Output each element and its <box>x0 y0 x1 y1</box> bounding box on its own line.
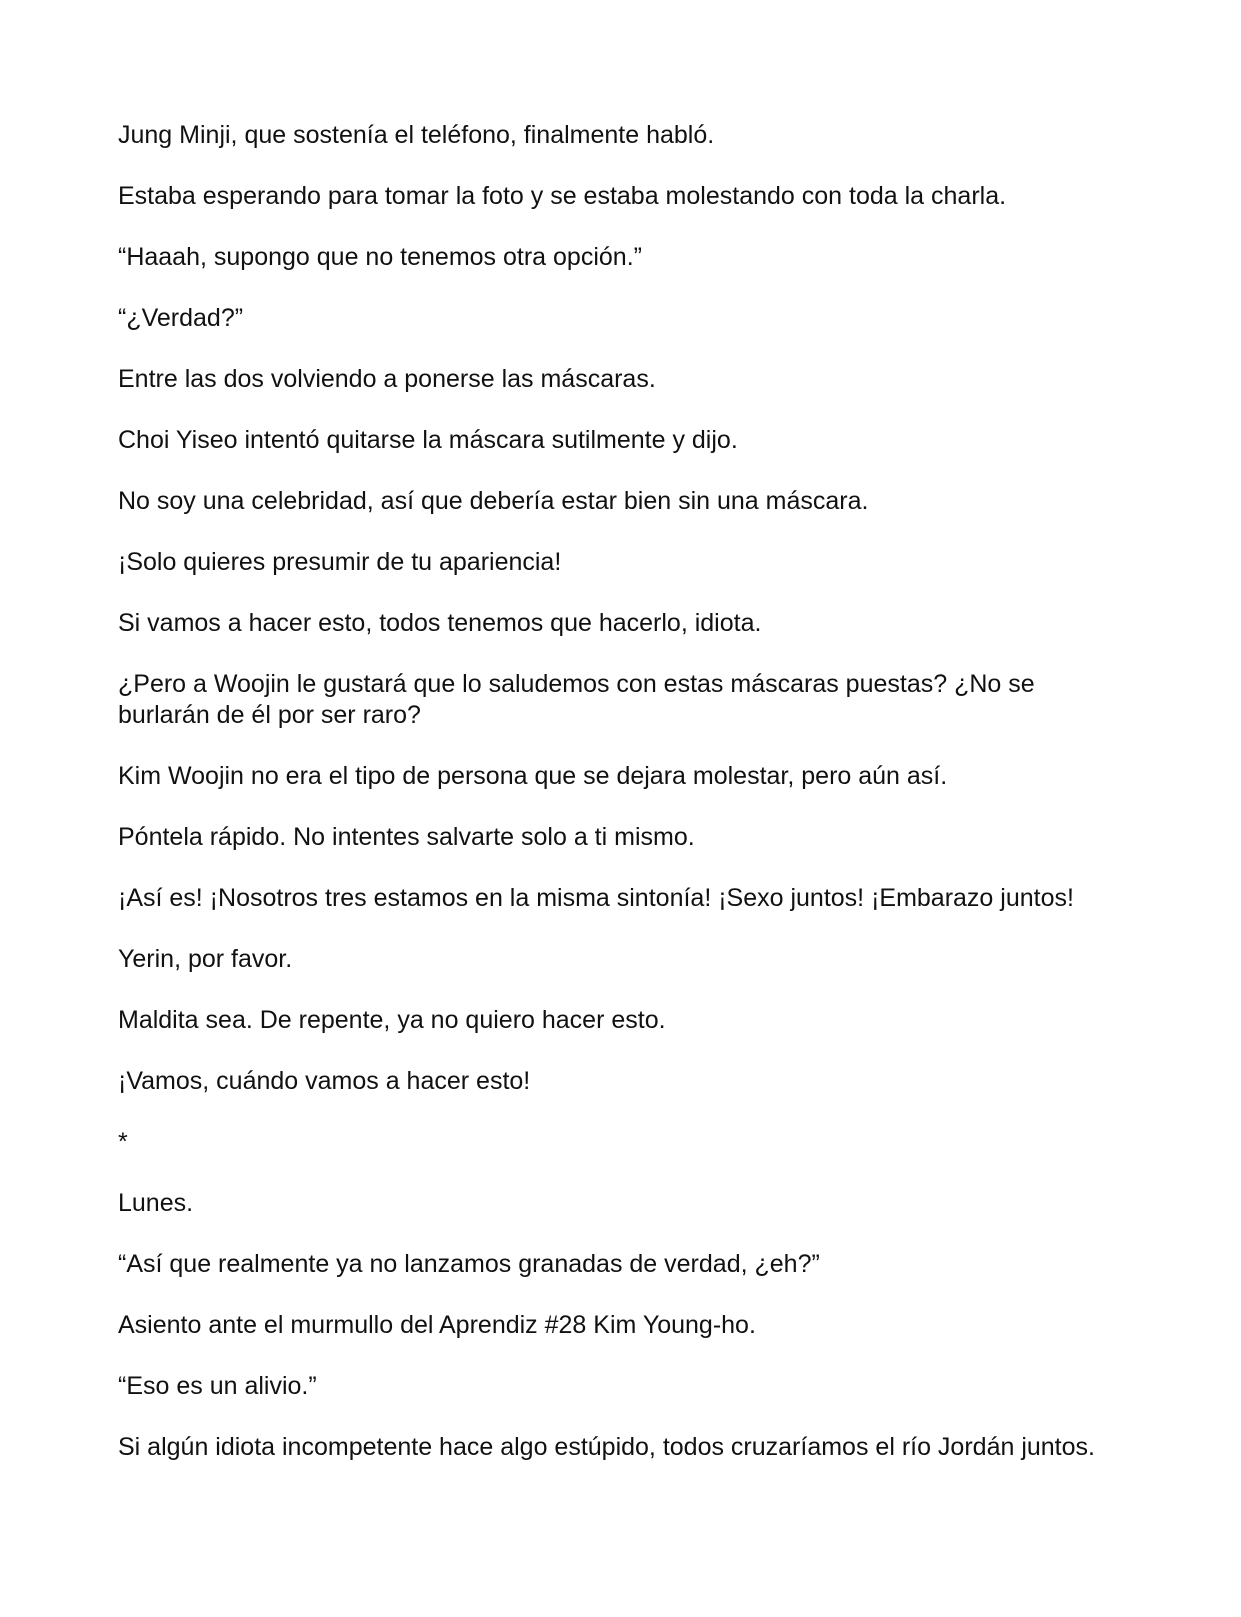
paragraph: Estaba esperando para tomar la foto y se estaba molestando con toda la charla. <box>118 182 1007 210</box>
paragraph: Si algún idiota incompetente hace algo estúpido, todos cruzaríamos el río Jordán juntos. <box>118 1433 1095 1461</box>
paragraph: Si vamos a hacer esto, todos tenemos que hacerlo, idiota. <box>118 609 762 637</box>
paragraph: “Así que realmente ya no lanzamos granadas de verdad, ¿eh?” <box>118 1250 820 1278</box>
paragraph: ¡Solo quieres presumir de tu apariencia! <box>118 548 562 576</box>
paragraph: ¿Pero a Woojin le gustará que lo saludemos con estas máscaras puestas? ¿No se burlarán de él por ser raro? <box>118 670 1035 729</box>
section-separator: * <box>118 1128 128 1156</box>
paragraph: Entre las dos volviendo a ponerse las máscaras. <box>118 365 656 393</box>
paragraph: “Eso es un alivio.” <box>118 1372 317 1400</box>
paragraph: ¡Vamos, cuándo vamos a hacer esto! <box>118 1067 531 1095</box>
paragraph: Kim Woojin no era el tipo de persona que se dejara molestar, pero aún así. <box>118 762 948 790</box>
paragraph: Choi Yiseo intentó quitarse la máscara sutilmente y dijo. <box>118 426 738 454</box>
paragraph: Jung Minji, que sostenía el teléfono, finalmente habló. <box>118 121 715 149</box>
paragraph: ¡Así es! ¡Nosotros tres estamos en la misma sintonía! ¡Sexo juntos! ¡Embarazo juntos! <box>118 884 1074 912</box>
paragraph: “¿Verdad?” <box>118 304 244 332</box>
document-body <box>118 120 1128 1493</box>
paragraph: Yerin, por favor. <box>118 945 293 973</box>
paragraph: No soy una celebridad, así que debería estar bien sin una máscara. <box>118 487 869 515</box>
paragraph: Póntela rápido. No intentes salvarte solo a ti mismo. <box>118 823 695 851</box>
paragraph: Lunes. <box>118 1189 194 1217</box>
paragraph: Maldita sea. De repente, ya no quiero hacer esto. <box>118 1006 666 1034</box>
paragraph: Asiento ante el murmullo del Aprendiz #28 Kim Young-ho. <box>118 1311 756 1339</box>
paragraph: “Haaah, supongo que no tenemos otra opción.” <box>118 243 642 271</box>
